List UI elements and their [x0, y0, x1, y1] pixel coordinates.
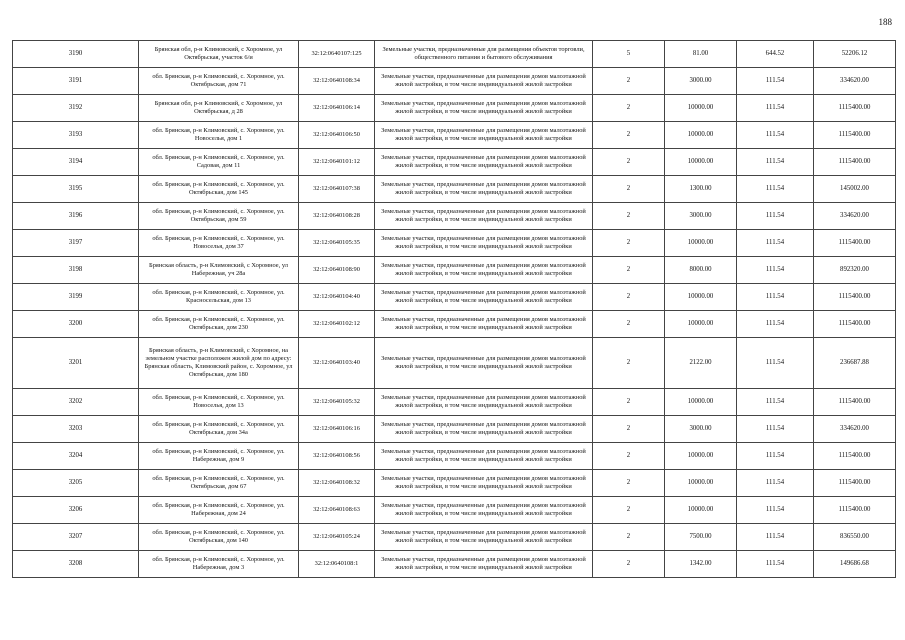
cadastral-value-cell: 1115400.00 — [814, 230, 896, 257]
area-cell: 10000.00 — [665, 443, 737, 470]
cadastral-value-cell: 1115400.00 — [814, 389, 896, 416]
row-number-cell: 3191 — [13, 68, 139, 95]
specific-value-cell: 111.54 — [737, 338, 814, 389]
table-row — [13, 443, 896, 470]
row-number-cell: 3195 — [13, 176, 139, 203]
address-cell: обл. Брянская, р-н Климовский, с. Хоромное, ул. Садовая, дом 11 — [139, 149, 299, 176]
address-cell: обл. Брянская, р-н Климовский, с. Хоромное, ул. Октябрьская, дом 67 — [139, 470, 299, 497]
group-cell: 5 — [593, 41, 665, 68]
table-row — [13, 41, 896, 68]
cadastral-number-cell: 32:12:0640105:35 — [299, 230, 375, 257]
land-use-cell: Земельные участки, предназначенные для размещения домов малоэтажной жилой застройки, в том числе индивидуальной жилой застройки — [375, 416, 593, 443]
row-number-cell: 3205 — [13, 470, 139, 497]
group-cell: 2 — [593, 524, 665, 551]
cadastral-number-cell: 32:12:0640105:32 — [299, 389, 375, 416]
cadastral-number-cell: 32:12:0640101:12 — [299, 149, 375, 176]
area-cell: 1300.00 — [665, 176, 737, 203]
specific-value-cell: 111.54 — [737, 257, 814, 284]
land-use-cell: Земельные участки, предназначенные для размещения домов малоэтажной жилой застройки, в том числе индивидуальной жилой застройки — [375, 311, 593, 338]
land-use-cell: Земельные участки, предназначенные для размещения домов малоэтажной жилой застройки, в том числе индивидуальной жилой застройки — [375, 524, 593, 551]
group-cell: 2 — [593, 230, 665, 257]
address-cell: обл. Брянская, р-н Климовский, с. Хоромное, ул. Октябрьская, дом 230 — [139, 311, 299, 338]
group-cell: 2 — [593, 257, 665, 284]
cadastral-value-cell: 334620.00 — [814, 203, 896, 230]
table-row — [13, 176, 896, 203]
row-number-cell: 3192 — [13, 95, 139, 122]
row-number-cell: 3203 — [13, 416, 139, 443]
specific-value-cell: 111.54 — [737, 176, 814, 203]
table-row — [13, 524, 896, 551]
row-number-cell: 3190 — [13, 41, 139, 68]
table-row — [13, 497, 896, 524]
row-number-cell: 3204 — [13, 443, 139, 470]
table-row — [13, 416, 896, 443]
specific-value-cell: 111.54 — [737, 443, 814, 470]
group-cell: 2 — [593, 551, 665, 578]
land-use-cell: Земельные участки, предназначенные для размещения домов малоэтажной жилой застройки, в том числе индивидуальной жилой застройки — [375, 443, 593, 470]
specific-value-cell: 111.54 — [737, 284, 814, 311]
cadastral-number-cell: 32:12:0640108:63 — [299, 497, 375, 524]
cadastral-value-cell: 149686.68 — [814, 551, 896, 578]
cadastral-number-cell: 32:12:0640102:12 — [299, 311, 375, 338]
land-use-cell: Земельные участки, предназначенные для размещения домов малоэтажной жилой застройки, в том числе индивидуальной жилой застройки — [375, 122, 593, 149]
area-cell: 10000.00 — [665, 497, 737, 524]
group-cell: 2 — [593, 497, 665, 524]
land-registry-table — [12, 40, 896, 578]
area-cell: 7500.00 — [665, 524, 737, 551]
area-cell: 10000.00 — [665, 230, 737, 257]
cadastral-number-cell: 32:12:0640106:50 — [299, 122, 375, 149]
address-cell: обл. Брянская, р-н Климовский, с. Хоромное, ул. Набережная, дом 24 — [139, 497, 299, 524]
address-cell: обл. Брянская, р-н Климовский, с. Хоромное, ул. Новоселья, дом 1 — [139, 122, 299, 149]
table-row — [13, 149, 896, 176]
address-cell: обл. Брянская, р-н Климовский, с. Хоромное, ул. Новоселья, дом 37 — [139, 230, 299, 257]
specific-value-cell: 111.54 — [737, 551, 814, 578]
address-cell: Брянская обл, р-н Климовский, с Хоромное, ул Октябрьская, участок 6/и — [139, 41, 299, 68]
address-cell: обл. Брянская, р-н Климовский, с. Хоромное, ул. Октябрьская, дом 145 — [139, 176, 299, 203]
cadastral-value-cell: 236687.88 — [814, 338, 896, 389]
address-cell: обл. Брянская, р-н Климовский, с. Хоромное, ул. Октябрьская, дом 34а — [139, 416, 299, 443]
group-cell: 2 — [593, 338, 665, 389]
cadastral-value-cell: 145002.00 — [814, 176, 896, 203]
area-cell: 10000.00 — [665, 284, 737, 311]
area-cell: 8000.00 — [665, 257, 737, 284]
land-use-cell: Земельные участки, предназначенные для размещения домов малоэтажной жилой застройки, в том числе индивидуальной жилой застройки — [375, 389, 593, 416]
cadastral-value-cell: 1115400.00 — [814, 149, 896, 176]
cadastral-number-cell: 32:12:0640108:32 — [299, 470, 375, 497]
area-cell: 10000.00 — [665, 311, 737, 338]
area-cell: 3000.00 — [665, 416, 737, 443]
specific-value-cell: 111.54 — [737, 149, 814, 176]
address-cell: обл. Брянская, р-н Климовский, с. Хоромное, ул. Новоселья, дом 13 — [139, 389, 299, 416]
land-use-cell: Земельные участки, предназначенные для размещения домов малоэтажной жилой застройки, в том числе индивидуальной жилой застройки — [375, 338, 593, 389]
table-row — [13, 338, 896, 389]
row-number-cell: 3199 — [13, 284, 139, 311]
cadastral-number-cell: 32:12:0640108:1 — [299, 551, 375, 578]
cadastral-value-cell: 334620.00 — [814, 416, 896, 443]
cadastral-value-cell: 892320.00 — [814, 257, 896, 284]
table-row — [13, 311, 896, 338]
land-use-cell: Земельные участки, предназначенные для размещения домов малоэтажной жилой застройки, в том числе индивидуальной жилой застройки — [375, 95, 593, 122]
cadastral-value-cell: 1115400.00 — [814, 497, 896, 524]
table-row — [13, 95, 896, 122]
land-use-cell: Земельные участки, предназначенные для размещения объектов торговли, общественного питания и бытового обслуживания — [375, 41, 593, 68]
group-cell: 2 — [593, 416, 665, 443]
cadastral-number-cell: 32:12:0640107:38 — [299, 176, 375, 203]
cadastral-number-cell: 32:12:0640103:40 — [299, 338, 375, 389]
land-use-cell: Земельные участки, предназначенные для размещения домов малоэтажной жилой застройки, в том числе индивидуальной жилой застройки — [375, 497, 593, 524]
area-cell: 1342.00 — [665, 551, 737, 578]
cadastral-number-cell: 32:12:0640108:34 — [299, 68, 375, 95]
cadastral-number-cell: 32:12:0640108:90 — [299, 257, 375, 284]
row-number-cell: 3200 — [13, 311, 139, 338]
row-number-cell: 3208 — [13, 551, 139, 578]
table-row — [13, 230, 896, 257]
group-cell: 2 — [593, 389, 665, 416]
land-use-cell: Земельные участки, предназначенные для размещения домов малоэтажной жилой застройки, в том числе индивидуальной жилой застройки — [375, 230, 593, 257]
table-row — [13, 203, 896, 230]
land-use-cell: Земельные участки, предназначенные для размещения домов малоэтажной жилой застройки, в том числе индивидуальной жилой застройки — [375, 551, 593, 578]
table-row — [13, 122, 896, 149]
row-number-cell: 3193 — [13, 122, 139, 149]
cadastral-value-cell: 52206.12 — [814, 41, 896, 68]
table-row — [13, 68, 896, 95]
cadastral-value-cell: 1115400.00 — [814, 284, 896, 311]
area-cell: 2122.00 — [665, 338, 737, 389]
land-use-cell: Земельные участки, предназначенные для размещения домов малоэтажной жилой застройки, в том числе индивидуальной жилой застройки — [375, 257, 593, 284]
specific-value-cell: 111.54 — [737, 122, 814, 149]
group-cell: 2 — [593, 176, 665, 203]
cadastral-number-cell: 32:12:0640108:56 — [299, 443, 375, 470]
specific-value-cell: 111.54 — [737, 230, 814, 257]
group-cell: 2 — [593, 443, 665, 470]
group-cell: 2 — [593, 122, 665, 149]
area-cell: 10000.00 — [665, 389, 737, 416]
row-number-cell: 3201 — [13, 338, 139, 389]
page-number: 188 — [878, 17, 892, 27]
area-cell: 10000.00 — [665, 122, 737, 149]
group-cell: 2 — [593, 203, 665, 230]
table-row — [13, 257, 896, 284]
address-cell: обл. Брянская, р-н Климовский, с. Хоромное, ул. Октябрьская, дом 59 — [139, 203, 299, 230]
row-number-cell: 3207 — [13, 524, 139, 551]
cadastral-number-cell: 32:12:0640104:40 — [299, 284, 375, 311]
specific-value-cell: 111.54 — [737, 203, 814, 230]
cadastral-number-cell: 32:12:0640107:125 — [299, 41, 375, 68]
land-use-cell: Земельные участки, предназначенные для размещения домов малоэтажной жилой застройки, в том числе индивидуальной жилой застройки — [375, 176, 593, 203]
area-cell: 10000.00 — [665, 470, 737, 497]
row-number-cell: 3194 — [13, 149, 139, 176]
address-cell: обл. Брянская, р-н Климовский, с. Хоромное, ул. Набережная, дом 9 — [139, 443, 299, 470]
row-number-cell: 3197 — [13, 230, 139, 257]
area-cell: 3000.00 — [665, 68, 737, 95]
group-cell: 2 — [593, 149, 665, 176]
group-cell: 2 — [593, 68, 665, 95]
specific-value-cell: 111.54 — [737, 389, 814, 416]
cadastral-value-cell: 1115400.00 — [814, 311, 896, 338]
group-cell: 2 — [593, 284, 665, 311]
row-number-cell: 3202 — [13, 389, 139, 416]
area-cell: 10000.00 — [665, 95, 737, 122]
cadastral-value-cell: 836550.00 — [814, 524, 896, 551]
specific-value-cell: 111.54 — [737, 416, 814, 443]
address-cell: обл. Брянская, р-н Климовский, с. Хоромное, ул. Красносельская, дом 13 — [139, 284, 299, 311]
address-cell: обл. Брянская, р-н Климовский, с. Хоромное, ул. Набережная, дом 3 — [139, 551, 299, 578]
land-use-cell: Земельные участки, предназначенные для размещения домов малоэтажной жилой застройки, в том числе индивидуальной жилой застройки — [375, 203, 593, 230]
specific-value-cell: 111.54 — [737, 470, 814, 497]
address-cell: обл. Брянская, р-н Климовский, с. Хоромное, ул. Октябрьская, дом 71 — [139, 68, 299, 95]
row-number-cell: 3198 — [13, 257, 139, 284]
row-number-cell: 3196 — [13, 203, 139, 230]
cadastral-value-cell: 1115400.00 — [814, 95, 896, 122]
specific-value-cell: 111.54 — [737, 497, 814, 524]
specific-value-cell: 111.54 — [737, 524, 814, 551]
address-cell: обл. Брянская, р-н Климовский, с. Хоромное, ул. Октябрьская, дом 140 — [139, 524, 299, 551]
area-cell: 81.00 — [665, 41, 737, 68]
table-body — [13, 41, 896, 578]
land-use-cell: Земельные участки, предназначенные для размещения домов малоэтажной жилой застройки, в том числе индивидуальной жилой застройки — [375, 284, 593, 311]
cadastral-number-cell: 32:12:0640108:28 — [299, 203, 375, 230]
specific-value-cell: 644.52 — [737, 41, 814, 68]
address-cell: Брянская область, р-н Климовский, с Хоромное, на земельном участке расположен жилой дом по адресу: Брянская область, Климовский район, с. Хоромное, ул Октябрьская, дом 180 — [139, 338, 299, 389]
table-row — [13, 470, 896, 497]
group-cell: 2 — [593, 311, 665, 338]
cadastral-value-cell: 1115400.00 — [814, 122, 896, 149]
land-use-cell: Земельные участки, предназначенные для размещения домов малоэтажной жилой застройки, в том числе индивидуальной жилой застройки — [375, 149, 593, 176]
address-cell: Брянская обл, р-н Климовский, с Хоромное, ул Октябрьская, д 28 — [139, 95, 299, 122]
cadastral-number-cell: 32:12:0640106:14 — [299, 95, 375, 122]
specific-value-cell: 111.54 — [737, 311, 814, 338]
cadastral-value-cell: 1115400.00 — [814, 470, 896, 497]
area-cell: 3000.00 — [665, 203, 737, 230]
specific-value-cell: 111.54 — [737, 68, 814, 95]
cadastral-value-cell: 334620.00 — [814, 68, 896, 95]
cadastral-number-cell: 32:12:0640106:16 — [299, 416, 375, 443]
area-cell: 10000.00 — [665, 149, 737, 176]
specific-value-cell: 111.54 — [737, 95, 814, 122]
table-row — [13, 284, 896, 311]
address-cell: Брянская область, р-н Климовский, с Хоромное, ул Набережная, уч 28а — [139, 257, 299, 284]
row-number-cell: 3206 — [13, 497, 139, 524]
table-row — [13, 551, 896, 578]
land-use-cell: Земельные участки, предназначенные для размещения домов малоэтажной жилой застройки, в том числе индивидуальной жилой застройки — [375, 68, 593, 95]
land-use-cell: Земельные участки, предназначенные для размещения домов малоэтажной жилой застройки, в том числе индивидуальной жилой застройки — [375, 470, 593, 497]
group-cell: 2 — [593, 95, 665, 122]
cadastral-value-cell: 1115400.00 — [814, 443, 896, 470]
group-cell: 2 — [593, 470, 665, 497]
cadastral-number-cell: 32:12:0640105:24 — [299, 524, 375, 551]
table-row — [13, 389, 896, 416]
